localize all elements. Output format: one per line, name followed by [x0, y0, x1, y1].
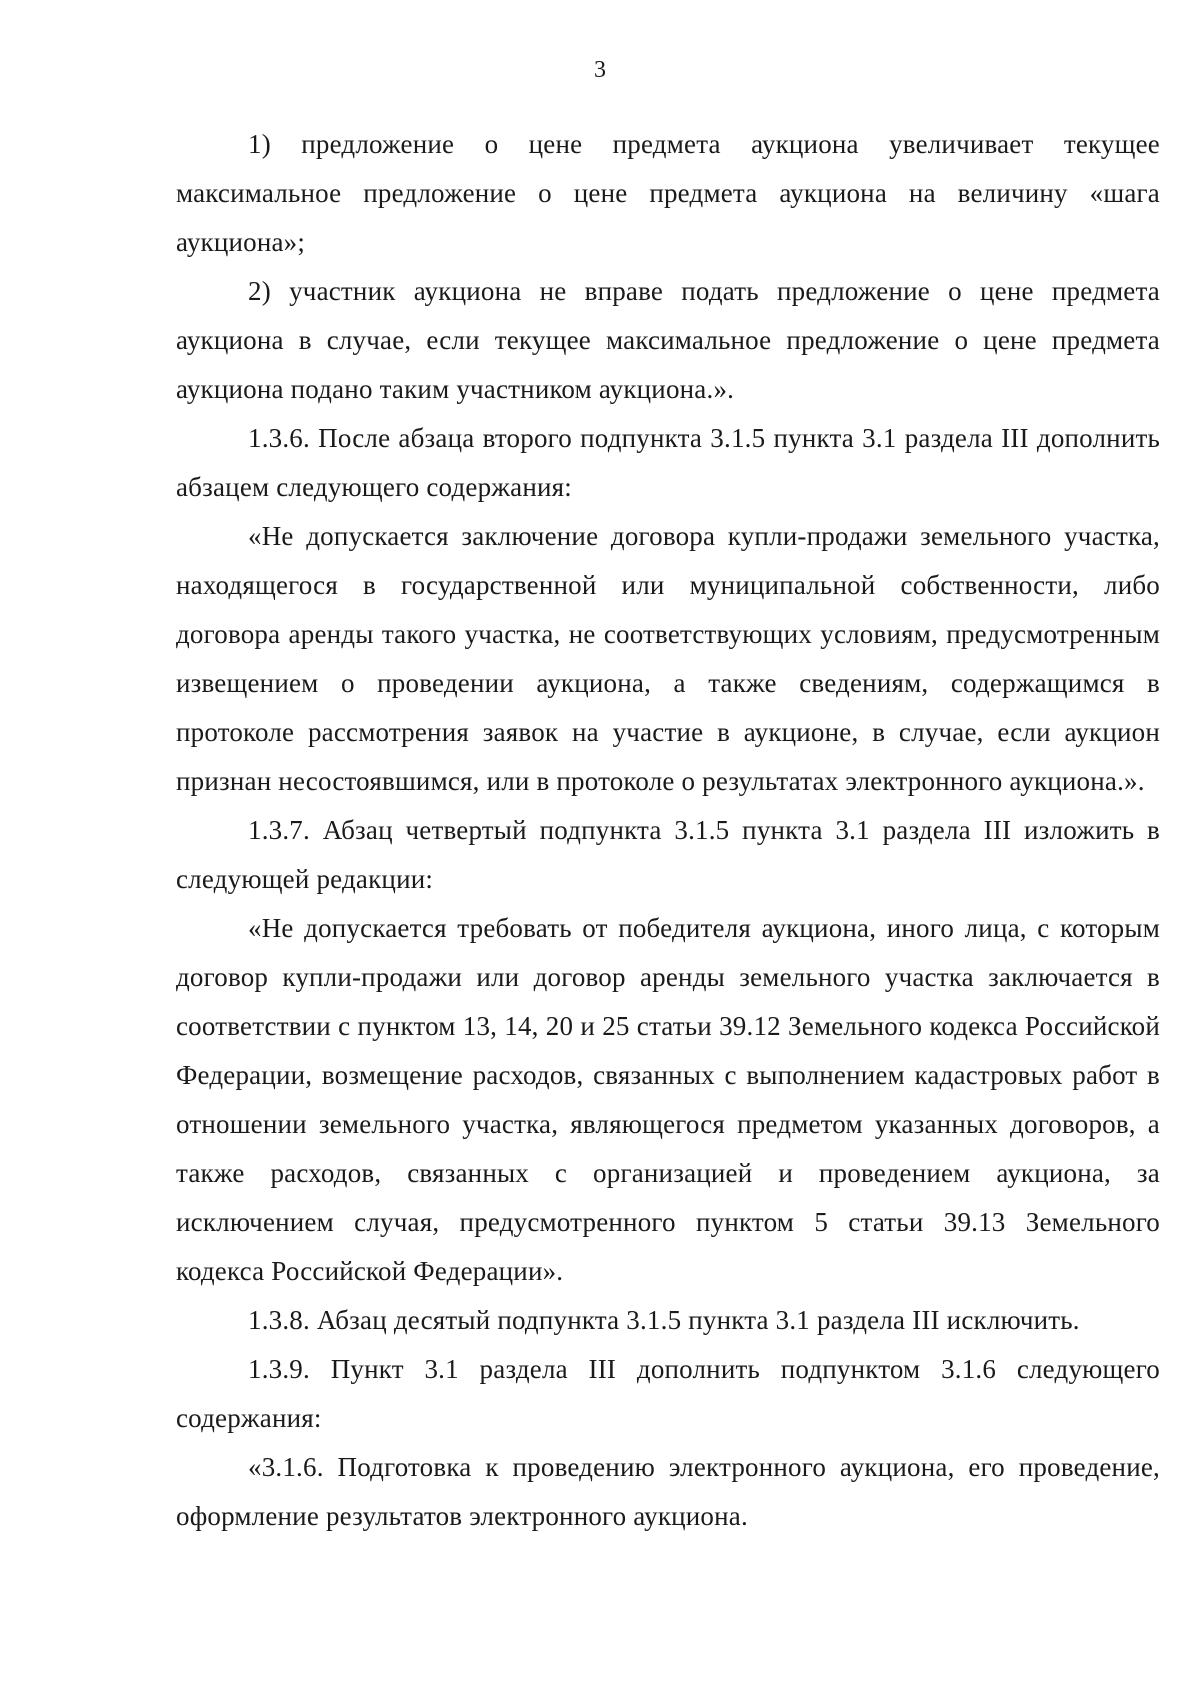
- paragraph-1-3-7: 1.3.7. Абзац четвертый подпункта 3.1.5 пункта 3.1 раздела III изложить в следующей редакции:: [176, 815, 1160, 894]
- paragraph-item-2: 2) участник аукциона не вправе подать предложение о цене предмета аукциона в случае, если текущее максимальное предложение о цене предмета аукциона подано таким участником аукциона.».: [176, 276, 1160, 404]
- document-body: [176, 120, 1160, 1541]
- paragraph-quote-2: «Не допускается требовать от победителя аукциона, иного лица, с которым договор купли-продажи или договор аренды земельного участка заключается в соответствии с пунктом 13, 14, 20 и 25 статьи 39.12 Земельного кодекса Российской Федерации, возмещение расходов, связанных с выполнением кадастровых работ в отношении земельного участка, являющегося предметом указанных договоров, а также расходов, связанных с организацией и проведением аукциона, за исключением случая, предусмотренного пунктом 5 статьи 39.13 Земельного кодекса Российской Федерации».: [176, 913, 1160, 1286]
- paragraph-1-3-8: 1.3.8. Абзац десятый подпункта 3.1.5 пункта 3.1 раздела III исключить.: [248, 1305, 1080, 1335]
- paragraph-item-1: 1) предложение о цене предмета аукциона увеличивает текущее максимальное предложение о цене предмета аукциона на величину «шага аукциона»;: [176, 129, 1160, 257]
- paragraph-1-3-9: 1.3.9. Пункт 3.1 раздела III дополнить подпунктом 3.1.6 следующего содержания:: [176, 1354, 1160, 1433]
- page-number: 3: [594, 57, 606, 83]
- paragraph-1-3-6: 1.3.6. После абзаца второго подпункта 3.1.5 пункта 3.1 раздела III дополнить абзацем следующего содержания:: [176, 423, 1160, 502]
- paragraph-quote-1: «Не допускается заключение договора купли-продажи земельного участка, находящегося в государственной или муниципальной собственности, либо договора аренды такого участка, не соответствующих условиям, предусмотренным извещением о проведении аукциона, а также сведениям, содержащимся в протоколе рассмотрения заявок на участие в аукционе, в случае, если аукцион признан несостоявшимся, или в протоколе о результатах электронного аукциона.».: [176, 521, 1160, 796]
- paragraph-quote-3: «3.1.6. Подготовка к проведению электронного аукциона, его проведение, оформление результатов электронного аукциона.: [176, 1452, 1160, 1531]
